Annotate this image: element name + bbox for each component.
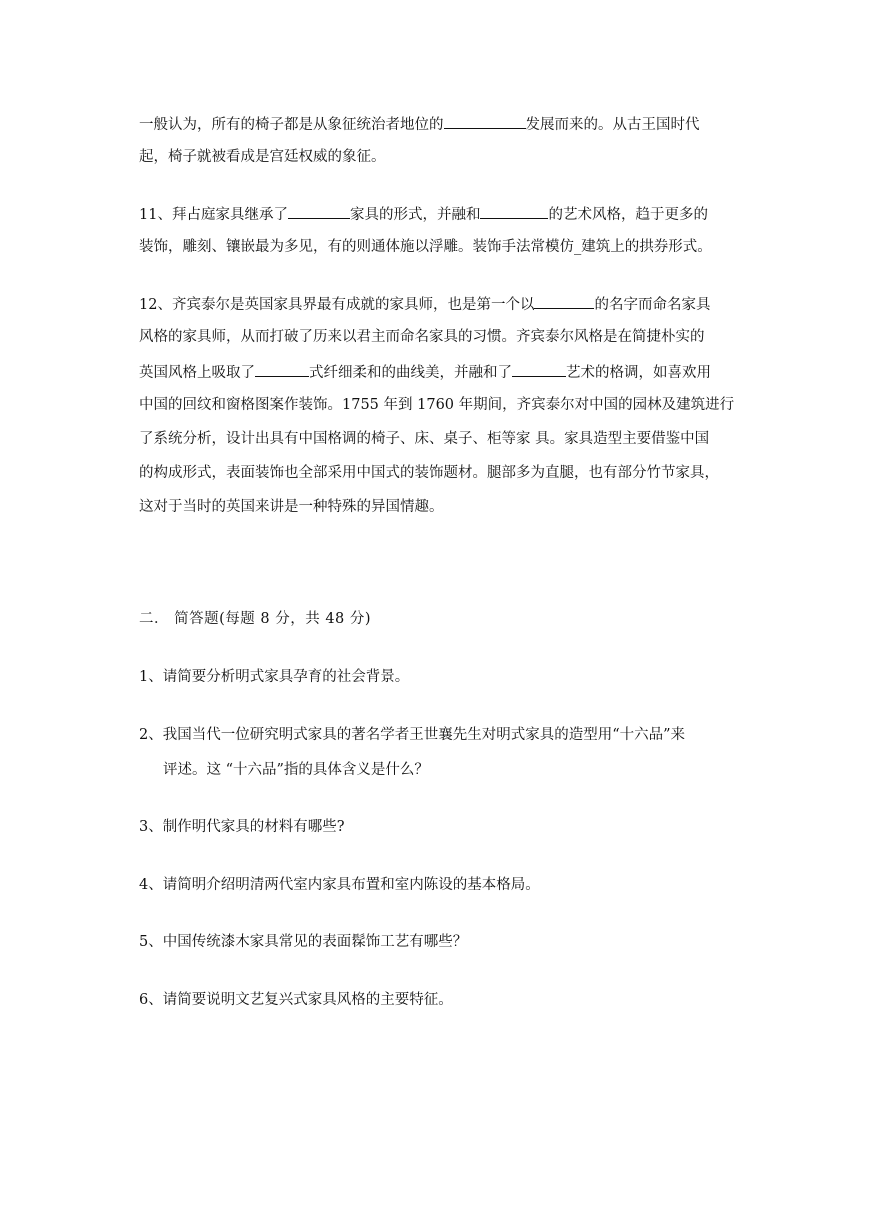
short-question-6: 6、请简要说明文艺复兴式家具风格的主要特征。 bbox=[139, 992, 453, 1008]
paragraph-chair-line-1 bbox=[139, 113, 700, 135]
text-segment: 12、齐宾泰尔是英国家具界最有成就的家具师，也是第一个以 bbox=[139, 297, 535, 313]
question-12-line-6: 的构成形式，表面装饰也全部采用中国式的装饰题材。腿部多为直腿，也有部分竹节家具， bbox=[139, 465, 719, 481]
question-12-line-4: 中国的回纹和窗格图案作装饰。1755 年到 1760 年期间，齐宾泰尔对中国的园林及建筑进行 bbox=[139, 397, 735, 413]
short-question-1: 1、请简要分析明式家具孕育的社会背景。 bbox=[139, 669, 410, 685]
question-12-line-5: 了系统分析，设计出具有中国格调的椅子、床、桌子、柜等家 具。家具造型主要借鉴中国 bbox=[139, 431, 710, 447]
section-2-title: 二． 简答题(每题 8 分，共 48 分) bbox=[139, 611, 372, 627]
short-question-4: 4、请简明介绍明清两代室内家具布置和室内陈设的基本格局。 bbox=[139, 877, 540, 893]
fill-in-blank[interactable] bbox=[288, 203, 350, 219]
fill-in-blank[interactable] bbox=[512, 361, 566, 377]
text-segment: 家具的形式，并融和 bbox=[349, 207, 481, 223]
text-segment: 英国风格上吸取了 bbox=[139, 365, 255, 381]
fill-in-blank[interactable] bbox=[534, 293, 594, 309]
text-segment: 的名字而命名家具 bbox=[594, 297, 711, 313]
fill-in-blank[interactable] bbox=[255, 361, 309, 377]
short-question-2-line-1: 2、我国当代一位研究明式家具的著名学者王世襄先生对明式家具的造型用“十六品”来 bbox=[139, 727, 686, 743]
paragraph-chair-line-2: 起，椅子就被看成是宫廷权威的象征。 bbox=[139, 149, 386, 165]
question-11-line-2: 装饰，雕刻、镶嵌最为多见，有的则通体施以浮雕。装饰手法常模仿_建筑上的拱券形式。 bbox=[139, 239, 712, 255]
question-12-line-3 bbox=[139, 361, 711, 383]
question-11-line-1 bbox=[139, 203, 708, 225]
text-segment: 一般认为，所有的椅子都是从象征统治者地位的 bbox=[139, 117, 444, 133]
question-12-line-1 bbox=[139, 293, 710, 315]
question-12-line-2: 风格的家具师，从而打破了历来以君主而命名家具的习惯。齐宾泰尔风格是在简捷朴实的 bbox=[139, 329, 705, 345]
text-segment: 式纤细柔和的曲线美，并融和了 bbox=[309, 365, 512, 381]
fill-in-blank[interactable] bbox=[444, 113, 526, 129]
text-segment: 艺术的格调，如喜欢用 bbox=[566, 365, 711, 381]
short-question-2-line-2: 评述。这 “十六品”指的具体含义是什么？ bbox=[163, 762, 429, 778]
short-question-3: 3、制作明代家具的材料有哪些? bbox=[139, 819, 345, 835]
text-segment: 发展而来的。从古王国时代 bbox=[525, 117, 700, 133]
text-segment: 11、拜占庭家具继承了 bbox=[139, 207, 288, 223]
question-12-line-7: 这对于当时的英国来讲是一种特殊的异国情趣。 bbox=[139, 499, 444, 515]
short-question-5: 5、中国传统漆木家具常见的表面髹饰工艺有哪些？ bbox=[139, 934, 468, 950]
fill-in-blank[interactable] bbox=[480, 203, 548, 219]
text-segment: 的艺术风格，趋于更多的 bbox=[548, 207, 708, 223]
